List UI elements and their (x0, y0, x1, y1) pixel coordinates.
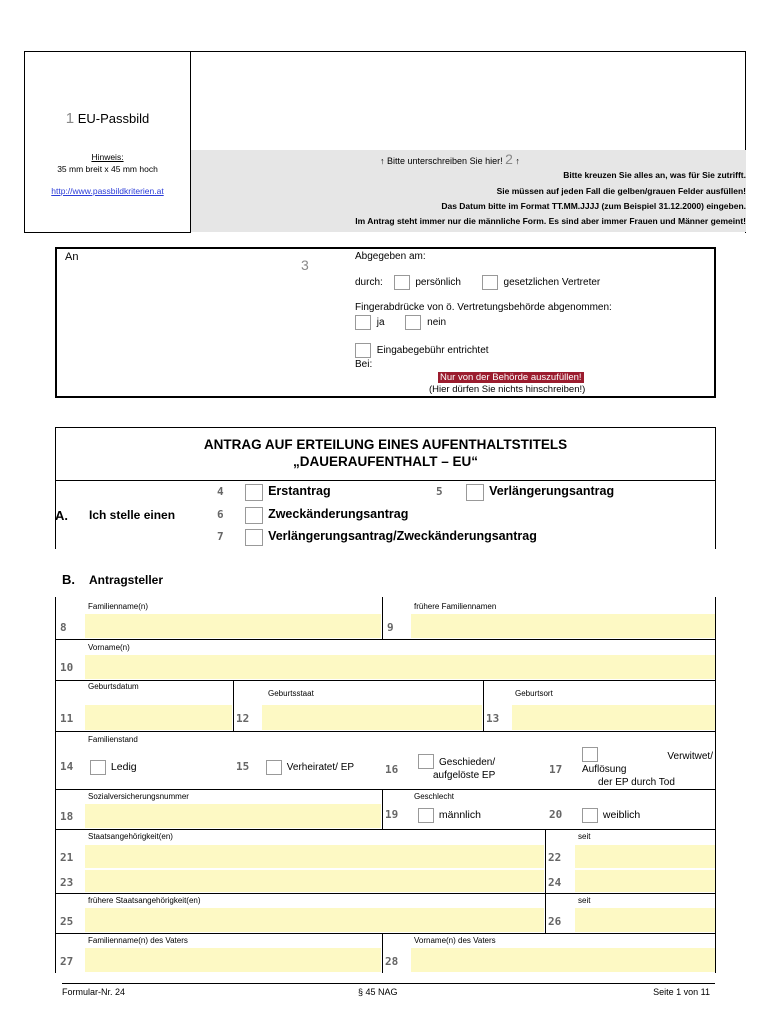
fingerprints-row (355, 315, 446, 330)
arrow-up-icon: ↑ (515, 156, 520, 166)
birth-date-input[interactable] (85, 705, 232, 730)
arrow-up-icon: ↑ (380, 156, 385, 166)
field-label: Staatsangehörigkeit(en) (88, 832, 173, 841)
submitted-by-row (355, 275, 600, 290)
married-checkbox[interactable] (266, 760, 282, 775)
field-number: 21 (60, 851, 74, 864)
field-number: 4 (217, 485, 224, 499)
at-label: Bei: (355, 359, 373, 370)
option-label: Verwitwet/ (667, 751, 713, 762)
ssn-input[interactable] (85, 804, 381, 828)
field-number: 8 (60, 621, 67, 634)
field-number: 7 (217, 530, 224, 544)
page-title: ANTRAG AUF ERTEILUNG EINES AUFENTHALTSTITELS (203, 437, 568, 452)
option-label: Ledig (110, 761, 137, 774)
signature-prompt-text: Bitte unterschreiben Sie hier! (387, 156, 503, 166)
divider (382, 933, 383, 973)
field-number: 18 (60, 810, 74, 823)
section-a-label: Ich stelle einen (89, 508, 176, 522)
divider (55, 680, 716, 681)
field-label: Geburtsort (515, 689, 553, 698)
field-label: seit (578, 832, 591, 841)
marital-married (236, 760, 354, 775)
extension-application-checkbox[interactable] (466, 484, 484, 501)
former-citizenship-input[interactable] (85, 908, 544, 932)
field-number: 16 (385, 763, 399, 776)
divider (55, 933, 716, 934)
option-label: Geschieden/ (439, 757, 496, 768)
fingerprints-yes-checkbox[interactable] (355, 315, 371, 330)
option-label: Zweckänderungsantrag (268, 507, 409, 522)
marital-single (60, 760, 137, 775)
legal-rep-label: gesetzlichen Vertreter (503, 277, 601, 289)
field-number: 15 (236, 760, 250, 774)
divider (545, 893, 546, 933)
option-label: Verheiratet/ EP (286, 762, 355, 774)
fee-checkbox[interactable] (355, 343, 371, 358)
section-b-label: Antragsteller (89, 573, 164, 587)
field-number: 27 (60, 955, 74, 968)
divider (55, 789, 716, 790)
application-type-option (217, 484, 331, 501)
field-number: 1 (65, 110, 75, 127)
field-number: 6 (217, 508, 224, 522)
field-number: 26 (548, 915, 562, 928)
submitted-label: Abgegeben am: (355, 251, 426, 262)
sex-male (385, 808, 481, 823)
option-label: männlich (438, 809, 481, 822)
female-checkbox[interactable] (582, 808, 598, 823)
divider (55, 731, 716, 732)
birth-state-input[interactable] (262, 705, 482, 730)
field-number: 10 (60, 661, 74, 674)
field-label: frühere Staatsangehörigkeit(en) (88, 896, 201, 905)
extension-purpose-change-checkbox[interactable] (245, 529, 263, 546)
field-number: 5 (436, 485, 443, 499)
divider (382, 789, 383, 829)
field-number: 14 (60, 760, 74, 774)
field-number: 11 (60, 712, 74, 725)
fee-row (355, 343, 489, 358)
instruction-line: Im Antrag steht immer nur die männliche Form. Es sind aber immer Frauen und Männer gemeint! (355, 216, 746, 226)
photo-hint-title: Hinweis: (91, 152, 124, 162)
field-number: 12 (236, 712, 250, 725)
section-a-letter: A. (55, 508, 68, 523)
field-number: 13 (486, 712, 500, 725)
field-number: 9 (387, 621, 394, 634)
field-number: 23 (60, 876, 74, 889)
divider (55, 639, 716, 640)
field-number: 17 (549, 763, 563, 776)
option-label: Verlängerungsantrag/Zweckänderungsantrag (268, 529, 537, 544)
authority-only-badge: Nur von der Behörde auszufüllen! (440, 372, 582, 383)
field-number: 3 (301, 257, 309, 273)
field-label: Familienname(n) (88, 602, 149, 611)
footer-law: § 45 NAG (358, 987, 398, 997)
border (55, 597, 56, 973)
instruction-line: Sie müssen auf jeden Fall die gelben/grauen Felder ausfüllen! (496, 186, 746, 196)
first-names-input[interactable] (85, 655, 715, 679)
field-number: 24 (548, 876, 562, 889)
no-writing-note: (Hier dürfen Sie nichts hinschreiben!) (429, 384, 586, 395)
divorced-checkbox[interactable] (418, 754, 434, 769)
citizenship-input-2[interactable] (85, 870, 544, 892)
application-type-option (217, 529, 537, 546)
field-number: 19 (385, 808, 399, 822)
option-label: aufgelöste EP (433, 770, 496, 781)
former-surnames-input[interactable] (411, 614, 715, 638)
field-label: Geschlecht (414, 792, 455, 801)
option-label: Verlängerungsantrag (489, 484, 615, 499)
option-label: der EP durch Tod (598, 777, 675, 788)
field-number: 25 (60, 915, 74, 928)
field-label: frühere Familiennamen (414, 602, 497, 611)
application-type-option (217, 507, 408, 524)
fingerprints-no-checkbox[interactable] (405, 315, 421, 330)
field-label: Geburtsdatum (88, 682, 139, 691)
personal-label: persönlich (415, 277, 461, 289)
section-b-letter: B. (62, 572, 75, 587)
border (715, 597, 716, 973)
personal-checkbox[interactable] (394, 275, 410, 290)
field-label: Geburtsstaat (268, 689, 314, 698)
photo-title: EU-Passbild (77, 111, 150, 126)
page-subtitle: „DAUERAUFENTHALT – EU“ (293, 454, 478, 469)
divider (483, 680, 484, 731)
sex-female (549, 808, 640, 823)
father-first-name-input[interactable] (411, 948, 715, 972)
no-label: nein (427, 317, 447, 329)
photo-criteria-link[interactable]: http://www.passbildkriterien.at (51, 186, 164, 196)
signature-prompt (380, 151, 520, 167)
birth-place-input[interactable] (512, 705, 715, 730)
option-label: Erstantrag (268, 484, 331, 499)
to-label: An (65, 251, 79, 263)
field-label: Vorname(n) des Vaters (414, 936, 496, 945)
divider (233, 680, 234, 731)
photo-label (25, 110, 190, 127)
option-label: Auflösung (582, 764, 627, 775)
single-checkbox[interactable] (90, 760, 106, 775)
field-label: Vorname(n) (88, 643, 130, 652)
widowed-checkbox[interactable] (582, 747, 598, 762)
photo-box[interactable] (24, 51, 191, 233)
yes-label: ja (376, 317, 385, 329)
fee-label: Eingabegebühr entrichtet (376, 345, 489, 357)
citizenship-since-input[interactable] (575, 845, 715, 868)
divider (55, 893, 716, 894)
former-citizenship-since-input[interactable] (575, 908, 715, 932)
citizenship-input[interactable] (85, 845, 544, 868)
instruction-line: Bitte kreuzen Sie alles an, was für Sie zutrifft. (563, 170, 746, 180)
citizenship-since-input-2[interactable] (575, 870, 715, 892)
father-surname-input[interactable] (85, 948, 381, 972)
by-label: durch: (355, 277, 383, 289)
divider (545, 829, 546, 893)
application-type-option (436, 484, 614, 501)
option-label: weiblich (602, 809, 641, 822)
footer-page-number: Seite 1 von 11 (653, 987, 710, 997)
field-number: 2 (505, 151, 513, 167)
field-label: Familienstand (88, 735, 138, 744)
surname-input[interactable] (85, 614, 381, 638)
divider (55, 480, 716, 481)
field-label: Familienname(n) des Vaters (88, 936, 188, 945)
footer-form-number: Formular-Nr. 24 (62, 987, 126, 997)
male-checkbox[interactable] (418, 808, 434, 823)
photo-hint-size: 35 mm breit x 45 mm hoch (57, 164, 158, 174)
field-number: 28 (385, 955, 399, 968)
divider (55, 829, 716, 830)
field-label: seit (578, 896, 591, 905)
divider (382, 597, 383, 639)
authority-box (55, 247, 716, 398)
footer-divider (62, 983, 715, 984)
purpose-change-checkbox[interactable] (245, 507, 263, 524)
field-label: Sozialversicherungsnummer (88, 792, 189, 801)
fingerprints-label: Fingerabdrücke von ö. Vertretungsbehörde abgenommen: (355, 302, 612, 313)
instruction-line: Das Datum bitte im Format TT.MM.JJJJ (zum Beispiel 31.12.2000) eingeben. (441, 201, 746, 211)
field-number: 22 (548, 851, 562, 864)
legal-rep-checkbox[interactable] (482, 275, 498, 290)
field-number: 20 (549, 808, 563, 822)
first-application-checkbox[interactable] (245, 484, 263, 501)
